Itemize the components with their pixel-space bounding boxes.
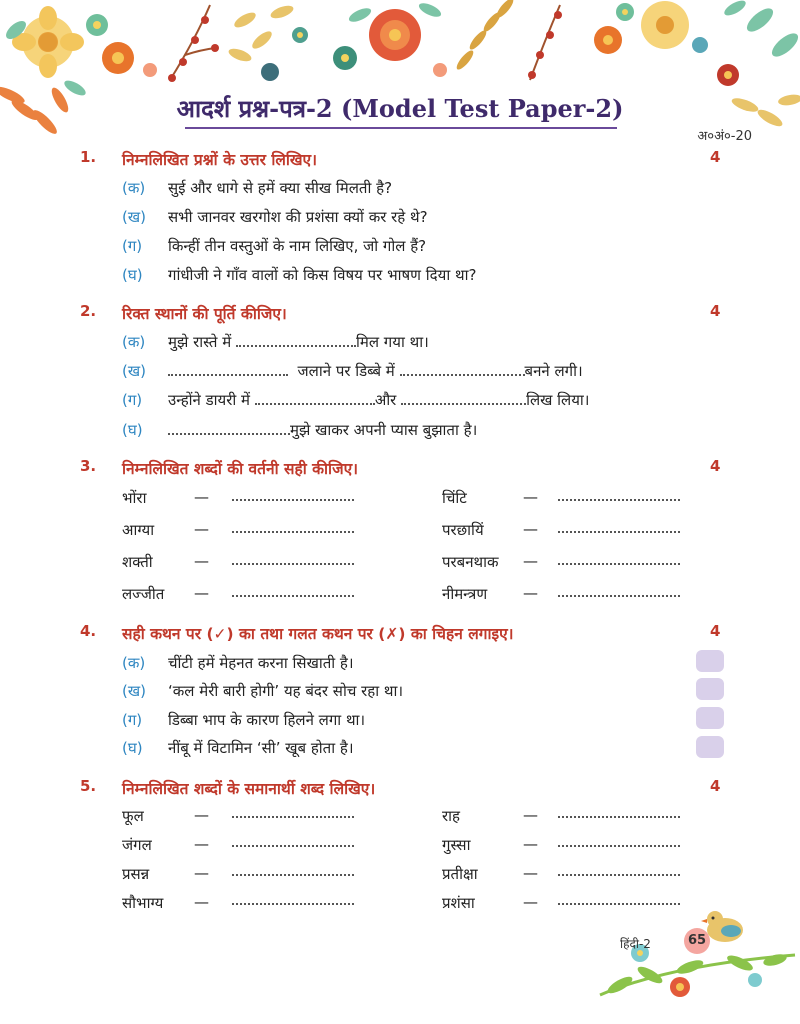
- question-text: निम्नलिखित शब्दों के समानार्थी शब्द लिखिए।: [122, 780, 376, 798]
- answer-blank[interactable]: [232, 551, 354, 565]
- word: परछायिं: [442, 521, 484, 539]
- flower-icon: [292, 27, 308, 43]
- item-label: (घ): [122, 266, 143, 284]
- word: भोंरा: [122, 489, 147, 507]
- item-label: (ग): [122, 237, 143, 255]
- flower-icon: [433, 63, 447, 77]
- title-underline: [185, 127, 617, 129]
- word: फूल: [122, 807, 144, 825]
- dash: —: [523, 584, 538, 602]
- item-label: (ग): [122, 711, 143, 729]
- dash: —: [523, 864, 538, 882]
- item-text: सुई और धागे से हमें क्या सीख मिलती है?: [168, 179, 393, 197]
- blank-space[interactable]: [168, 362, 288, 376]
- item-label: (ग): [122, 391, 143, 409]
- dash: —: [194, 520, 209, 538]
- question-number: 1.: [80, 148, 97, 166]
- question-number: 4.: [80, 622, 97, 640]
- answer-checkbox[interactable]: [696, 707, 724, 729]
- item-text: मुझे रास्ते में: [168, 333, 232, 351]
- question-marks: 4: [710, 622, 721, 640]
- answer-checkbox[interactable]: [696, 650, 724, 672]
- item-text: लिख लिया।: [526, 391, 590, 409]
- flower-icon: [692, 37, 708, 53]
- dash: —: [523, 835, 538, 853]
- item-label: (ख): [122, 208, 146, 226]
- fill-blank-line: [168, 361, 583, 381]
- flower-icon: [641, 1, 689, 49]
- flower-icon: [333, 46, 357, 70]
- dash: —: [194, 488, 209, 506]
- answer-blank[interactable]: [232, 862, 354, 876]
- answer-blank[interactable]: [232, 487, 354, 501]
- dash: —: [194, 893, 209, 911]
- item-text: और: [374, 391, 397, 409]
- item-text: नींबू में विटामिन ‘सी’ खूब होता है।: [168, 739, 354, 757]
- word: प्रशंसा: [442, 894, 475, 912]
- answer-blank[interactable]: [558, 804, 680, 818]
- answer-checkbox[interactable]: [696, 678, 724, 700]
- item-label: (क): [122, 654, 146, 672]
- word: प्रसन्न: [122, 865, 150, 883]
- question-text: निम्नलिखित प्रश्नों के उत्तर लिखिए।: [122, 151, 317, 169]
- flower-icon: [594, 26, 622, 54]
- question-number: 5.: [80, 777, 97, 795]
- question-marks: 4: [710, 148, 721, 166]
- dash: —: [194, 864, 209, 882]
- flower-icon: [261, 63, 279, 81]
- item-text: जलाने पर डिब्बे में: [297, 362, 395, 380]
- flower-icon: [717, 64, 739, 86]
- golden-leaf-branch-icon: [454, 0, 516, 72]
- flower-icon: [86, 14, 108, 36]
- dash: —: [523, 806, 538, 824]
- answer-blank[interactable]: [558, 551, 680, 565]
- dash: —: [523, 520, 538, 538]
- dash: —: [194, 835, 209, 853]
- word: राह: [442, 807, 460, 825]
- blank-space[interactable]: [236, 333, 356, 347]
- paper-code: अ०अं०-20: [697, 129, 752, 144]
- word: आग्या: [122, 521, 155, 539]
- item-text: मुझे खाकर अपनी प्यास बुझाता है।: [290, 421, 478, 439]
- dash: —: [523, 552, 538, 570]
- answer-blank[interactable]: [558, 519, 680, 533]
- question-text: सही कथन पर (✓) का तथा गलत कथन पर (✗) का चिहन लगाइए।: [122, 625, 514, 643]
- word: परबनथाक: [442, 553, 499, 571]
- answer-blank[interactable]: [232, 583, 354, 597]
- word: शक्ती: [122, 553, 153, 571]
- floral-footer-decoration: [590, 905, 800, 1024]
- answer-blank[interactable]: [558, 583, 680, 597]
- item-label: (घ): [122, 421, 143, 439]
- golden-leaf-branch-icon: [227, 3, 295, 64]
- word: नीमन्त्रण: [442, 585, 488, 603]
- dash: —: [523, 893, 538, 911]
- answer-blank[interactable]: [558, 891, 680, 905]
- word: चिंटि: [442, 489, 467, 507]
- blank-space[interactable]: [401, 391, 526, 405]
- word: जंगल: [122, 836, 152, 854]
- item-text: चींटी हमें मेहनत करना सिखाती है।: [168, 654, 354, 672]
- flower-icon: [143, 63, 157, 77]
- answer-blank[interactable]: [232, 804, 354, 818]
- question-marks: 4: [710, 302, 721, 320]
- item-label: (ख): [122, 682, 146, 700]
- answer-blank[interactable]: [232, 833, 354, 847]
- answer-blank[interactable]: [232, 891, 354, 905]
- item-label: (ख): [122, 362, 146, 380]
- item-label: (घ): [122, 739, 143, 757]
- item-text: ‘कल मेरी बारी होगी’ यह बंदर सोच रहा था।: [168, 682, 404, 700]
- dash: —: [194, 552, 209, 570]
- flower-icon: [369, 9, 421, 61]
- answer-blank[interactable]: [558, 862, 680, 876]
- book-name: हिंदी-2: [620, 937, 651, 951]
- flower-icon: [748, 973, 762, 987]
- answer-blank[interactable]: [558, 833, 680, 847]
- fill-blank-line: [168, 390, 590, 410]
- blank-space[interactable]: [168, 421, 290, 435]
- word: सौभाग्य: [122, 894, 164, 912]
- blank-space[interactable]: [255, 391, 375, 405]
- item-text: बनने लगी।: [524, 362, 583, 380]
- item-text: उन्होंने डायरी में: [168, 391, 251, 409]
- item-text: मिल गया था।: [356, 333, 429, 351]
- answer-blank[interactable]: [232, 519, 354, 533]
- flower-icon: [12, 6, 84, 78]
- question-marks: 4: [710, 457, 721, 475]
- page-title: आदर्श प्रश्न-पत्र-2 (Model Test Paper-2): [176, 94, 624, 123]
- flower-icon: [616, 3, 634, 21]
- leaf-icon: [722, 0, 800, 61]
- page-number: 65: [684, 928, 710, 954]
- item-text: डिब्बा भाप के कारण हिलने लगा था।: [168, 711, 366, 729]
- question-number: 3.: [80, 457, 97, 475]
- fill-blank-line: [168, 332, 429, 352]
- dash: —: [194, 584, 209, 602]
- item-text: किन्हीं तीन वस्तुओं के नाम लिखिए, जो गोल हैं?: [168, 237, 427, 255]
- item-text: गांधीजी ने गाँव वालों को किस विषय पर भाषण दिया था?: [168, 266, 477, 284]
- word: प्रतीक्षा: [442, 865, 478, 883]
- answer-blank[interactable]: [558, 487, 680, 501]
- flower-icon: [670, 977, 690, 997]
- question-text: निम्नलिखित शब्दों की वर्तनी सही कीजिए।: [122, 460, 359, 478]
- flower-icon: [102, 42, 134, 74]
- question-text: रिक्त स्थानों की पूर्ति कीजिए।: [122, 305, 287, 323]
- item-label: (क): [122, 179, 146, 197]
- item-label: (क): [122, 333, 146, 351]
- question-number: 2.: [80, 302, 97, 320]
- dash: —: [194, 806, 209, 824]
- word: गुस्सा: [442, 836, 471, 854]
- fill-blank-line: [168, 420, 477, 440]
- item-text: सभी जानवर खरगोश की प्रशंसा क्यों कर रहे थे?: [168, 208, 428, 226]
- question-marks: 4: [710, 777, 721, 795]
- dash: —: [523, 488, 538, 506]
- word: लज्जीत: [122, 585, 165, 603]
- blank-space[interactable]: [400, 362, 525, 376]
- answer-checkbox[interactable]: [696, 736, 724, 758]
